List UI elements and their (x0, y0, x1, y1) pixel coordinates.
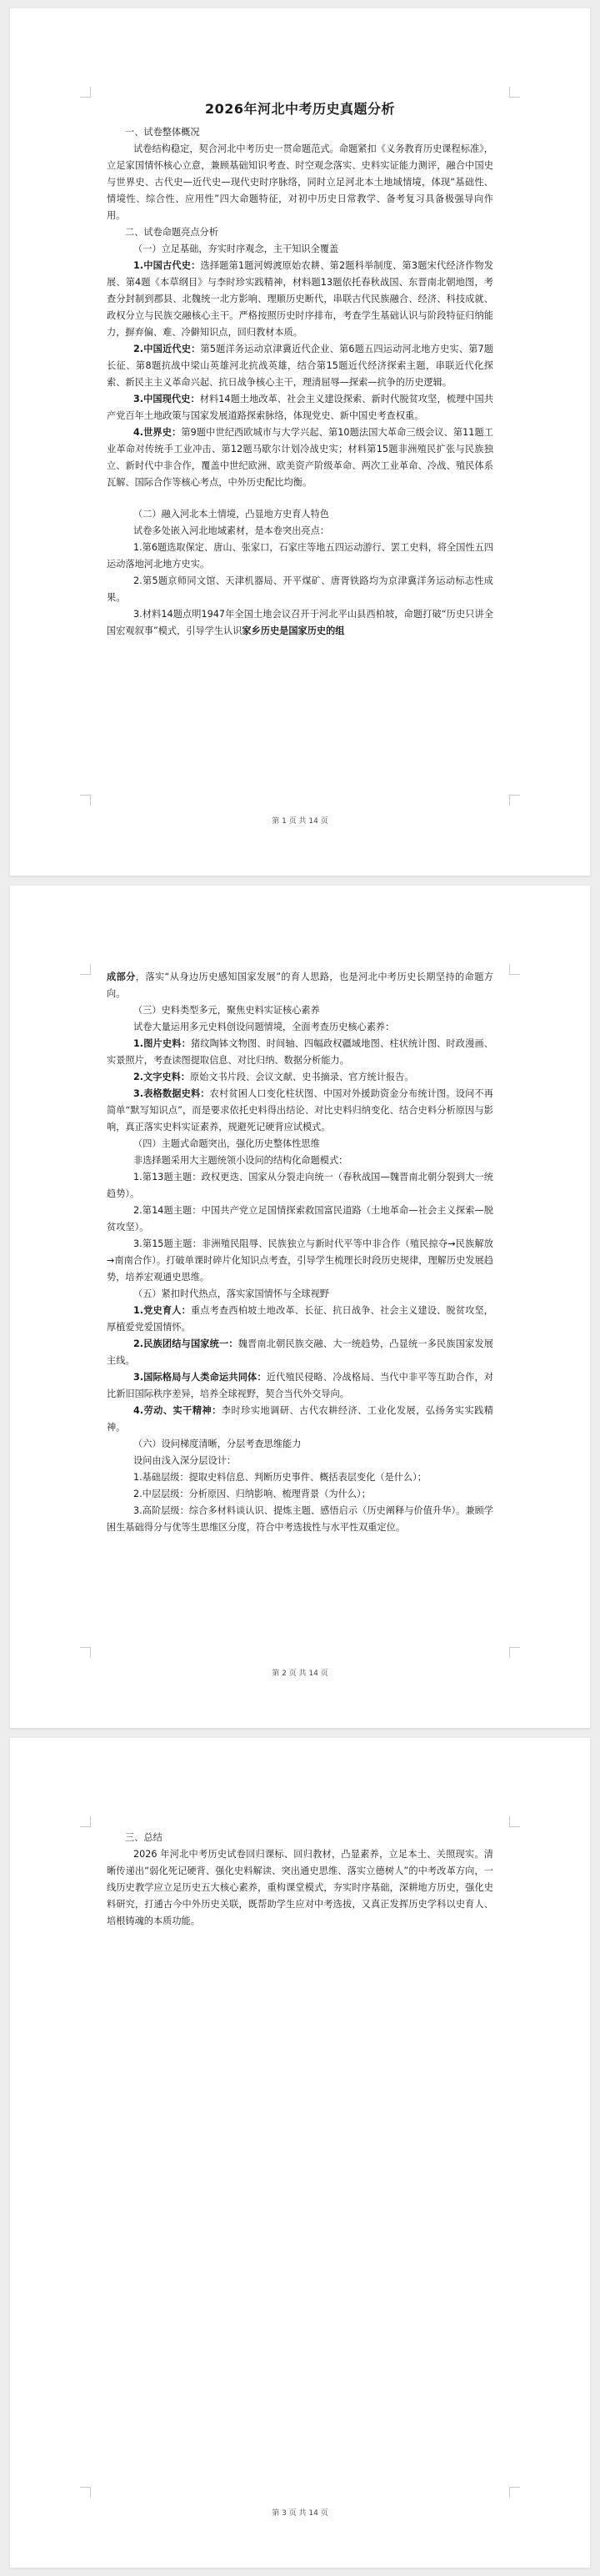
section-heading: 一、试卷整体概况 (125, 127, 200, 138)
item-text: ，落实“从身边历史感知国家发展”的育人思路，也是河北中考历史长期坚持的命题方向。 (107, 972, 493, 999)
item-label: 2.文字史料： (133, 1072, 190, 1082)
paragraph (107, 969, 493, 1002)
item-text: 农村贫困人口变化柱状图、中国对外援助资金分布统计图。设问不再简单“默写知识点”，而是要求依托史料得出结论、对比史料归纳变化、结合史料分析原因与影响，真正落实史料实证素养，规避死记硬背应试模式。 (107, 1088, 493, 1132)
paragraph (107, 1403, 493, 1436)
paragraph: 1.第6题选取保定、唐山、张家口，石家庄等地五四运动游行、罢工史料，将全国性五四运动落地河北地方史实。 (107, 542, 493, 570)
item-text: 第9题中世纪西欧城市与大学兴起、第10题法国大革命三级会议、第11题工业革命对传统手工业冲击、第12题马歇尔计划冷战史实；材料第15题非洲殖民扩张与民族独立、新时代中非合作，覆盖中世纪欧洲、欧美资产阶级革命、两次工业革命、冷战、殖民体系瓦解、国际合作等核心考点，中外历史配比均衡。 (107, 427, 493, 488)
item-label: 4.劳动、实干精神： (133, 1405, 222, 1416)
item-label: 2.中国近代史： (133, 344, 201, 354)
item-text: 原始文书片段、会议文献、史书摘录、官方统计报告。 (189, 1072, 414, 1082)
paragraph (107, 1036, 493, 1069)
paragraph (107, 391, 493, 424)
subsection-heading: （三）史料类型多元，聚焦史料实证核心素养 (133, 1005, 320, 1016)
page-corner-mark (509, 2487, 520, 2498)
item-label: 3.表格数据史料： (133, 1088, 210, 1099)
item-text: 选择题第1题河姆渡原始农耕、第2题科举制度、第3题宋代经济作物发展、第4题《本草纲目》与李时珍实践精神，材料题13题依托春秋战国、东晋南北朝地图，考查分封制到郡县、北魏统一北方影响、理顺历史断代，串联古代民族融合、经济、科技成就、政权分立与民族交融核心主干。严格按照历史时序排布，考查学生基础认识与阶段特征归纳能力，摒弃偏、难、冷僻知识点，回归教材本质。 (107, 260, 493, 338)
item-text: 近代殖民侵略、冷战格局、当代中非平等互助合作，对比新旧国际秩序差异，培养全球视野，契合当代外交导向。 (107, 1372, 493, 1399)
subsection-heading: （六）设问梯度清晰，分层考查思维能力 (133, 1439, 302, 1449)
paragraph (107, 258, 493, 341)
paragraph (107, 1086, 493, 1136)
page-corner-mark (80, 964, 91, 975)
item-text: 魏晋南北朝民族交融、大一统趋势，凸显统一多民族国家发展主线。 (107, 1338, 493, 1366)
paragraph: 试卷多处嵌入河北地域素材，是本卷突出亮点： (133, 525, 329, 536)
page-corner-mark (80, 1816, 91, 1827)
item-label: 3.中国现代史： (133, 394, 200, 404)
item-text: 3.材料14题点明1947年全国土地会议召开于河北平山县西柏坡，命题打破“历史只讲全国宏观叙事”模式，引导学生认识 (107, 609, 493, 636)
item-text: 材料14题土地改革、社会主义建设探索、新时代脱贫攻坚，梳理中国共产党百年土地政策与国家发展道路探索脉络，体现党史、新中国史考查权重。 (107, 394, 493, 421)
page-footer: 第 3 页 共 14 页 (272, 2509, 328, 2518)
paragraph: 1.基础层级：提取史料信息、判断历史事件、概括表层变化（是什么）； (133, 1472, 427, 1483)
item-text: 猪纹陶钵文物图、时间轴、四幅政权疆域地图、柱状统计图、时政漫画、实景照片，考查读图提取信息、对比归纳、数据分析能力。 (107, 1038, 493, 1066)
paragraph: 2.第5题京师同文馆、天津机器局、开平煤矿、唐胥铁路均为京津冀洋务运动标志性成果。 (107, 575, 493, 603)
document-page-1 (10, 8, 590, 876)
page-corner-mark (80, 2487, 91, 2498)
item-text: 李时珍实地调研、古代农耕经济、工业化发展，弘扬务实实践精神。 (107, 1405, 493, 1433)
document-title: 2026年河北中考历史真题分析 (204, 101, 396, 117)
paragraph: 2026 年河北中考历史试卷回归课标、回归教材，凸显素养，立足本土、关照现实。清晰传递出“弱化死记硬背、强化史料解读、突出通史思维、落实立德树人”的中考改革方向，一线历史教学应立足历史五大核心素养，重构课堂模式，夯实时序基础，深耕地方历史，强化史料研究，打通古今中外历史关联，既帮助学生应对中考选拔，又真正发挥历史学科以史育人、培根铸魂的本质功能。 (107, 1849, 493, 1926)
paragraph: 试卷结构稳定，契合河北中考历史一贯命题范式。命题紧扣《义务教育历史课程标准》，立足家国情怀核心立意，兼顾基础知识考查、时空观念落实、史料实证能力测评，融合中国史与世界史、古代史—近代史—现代史时序脉络，同时立足河北本土地域情境，体现“基础性、情境性、综合性、应用性”四大命题特征，对初中历史日常教学、备考复习具备极强导向作用。 (107, 143, 493, 221)
paragraph: 非选择题采用大主题统领小设问的结构化命题模式： (133, 1155, 348, 1166)
paragraph (107, 1336, 493, 1369)
paragraph: 2.中层层级：分析原因、归纳影响、梳理背景（为什么）； (133, 1489, 371, 1499)
page-footer: 第 2 页 共 14 页 (272, 1670, 328, 1678)
document-page-2 (10, 886, 590, 1728)
paragraph: 试卷大量运用多元史料创设问题情境，全面考查历史核心素养： (133, 1022, 395, 1032)
subsection-heading: （四）主题式命题突出，强化历史整体性思维 (133, 1138, 320, 1149)
subsection-heading: （一）立足基础，夯实时序观念，主干知识全覆盖 (133, 244, 339, 254)
page-corner-mark (80, 795, 91, 806)
item-text: 第5题洋务运动京津冀近代企业、第6题五四运动河北地方史实、第7题长征、第8题抗战中梁山英雄河北抗战英雄，结合第15题近代经济探索主题，串联近代化探索、新民主主义革命兴起、抗日战争核心主干，理清屈辱—探索—抗争的历史逻辑。 (107, 344, 493, 388)
document-page-3 (10, 1738, 590, 2568)
subsection-heading: （二）融入河北本土情境，凸显地方史育人特色 (133, 509, 329, 520)
item-label: 3.国际格局与人类命运共同体： (133, 1372, 267, 1383)
item-text: 重点考查西柏坡土地改革、长征、抗日战争、社会主义建设、脱贫攻坚，厚植爱党爱国情怀。 (107, 1305, 493, 1333)
paragraph: 1.第13题主题：政权更迭、国家从分裂走向统一（春秋战国—魏晋南北朝分裂到大一统趋势）。 (107, 1172, 493, 1199)
item-label: 4.世界史： (133, 427, 182, 438)
paragraph (107, 606, 493, 640)
page-corner-mark (509, 795, 520, 806)
page-corner-mark (509, 1816, 520, 1827)
page-corner-mark (80, 1647, 91, 1658)
page-corner-mark (509, 1647, 520, 1658)
paragraph (107, 1369, 493, 1403)
section-heading: 三、总结 (125, 1832, 162, 1843)
paragraph: 3.高阶层级：综合多材料谈认识、提炼主题、感悟启示（历史阐释与价值升华）。兼顾学困生基础得分与优等生思维区分度，符合中考选拔性与水平性双重定位。 (107, 1505, 493, 1533)
item-label: 1.图片史料： (133, 1038, 191, 1049)
page-content (107, 98, 493, 640)
page-corner-mark (509, 964, 520, 975)
section-heading: 二、试卷命题亮点分析 (125, 227, 218, 238)
paragraph: 3.第15题主题：非洲殖民阻辱、民族独立与新时代平等中非合作（殖民掠夺→民族解放→南南合作）。打破单课时碎片化知识点考查，引导学生梳理长时段历史规律，理解历史发展趋势，培养宏观通史思维。 (107, 1238, 493, 1283)
paragraph (107, 1303, 493, 1336)
paragraph (107, 1069, 493, 1086)
item-label: 1.中国古代史： (133, 260, 201, 271)
page-content (107, 969, 493, 1536)
paragraph: 2.第14题主题：中国共产党立足国情探索救国富民道路（土地革命—社会主义探索—脱贫攻坚）。 (107, 1205, 493, 1233)
page-corner-mark (509, 87, 520, 98)
page-content (107, 1830, 493, 1930)
paragraph (107, 341, 493, 391)
paragraph: 设问由浅入深分层设计： (133, 1455, 237, 1466)
paragraph (107, 424, 493, 491)
emphasis-text: 家乡历史是国家历史的组 (242, 625, 345, 636)
emphasis-text: 成部分 (107, 972, 136, 982)
subsection-heading: （五）紧扣时代热点，落实家国情怀与全球视野 (133, 1288, 329, 1299)
page-corner-mark (80, 87, 91, 98)
item-label: 1.党史育人： (133, 1305, 191, 1316)
page-footer: 第 1 页 共 14 页 (272, 817, 328, 826)
item-label: 2.民族团结与国家统一： (133, 1338, 238, 1349)
